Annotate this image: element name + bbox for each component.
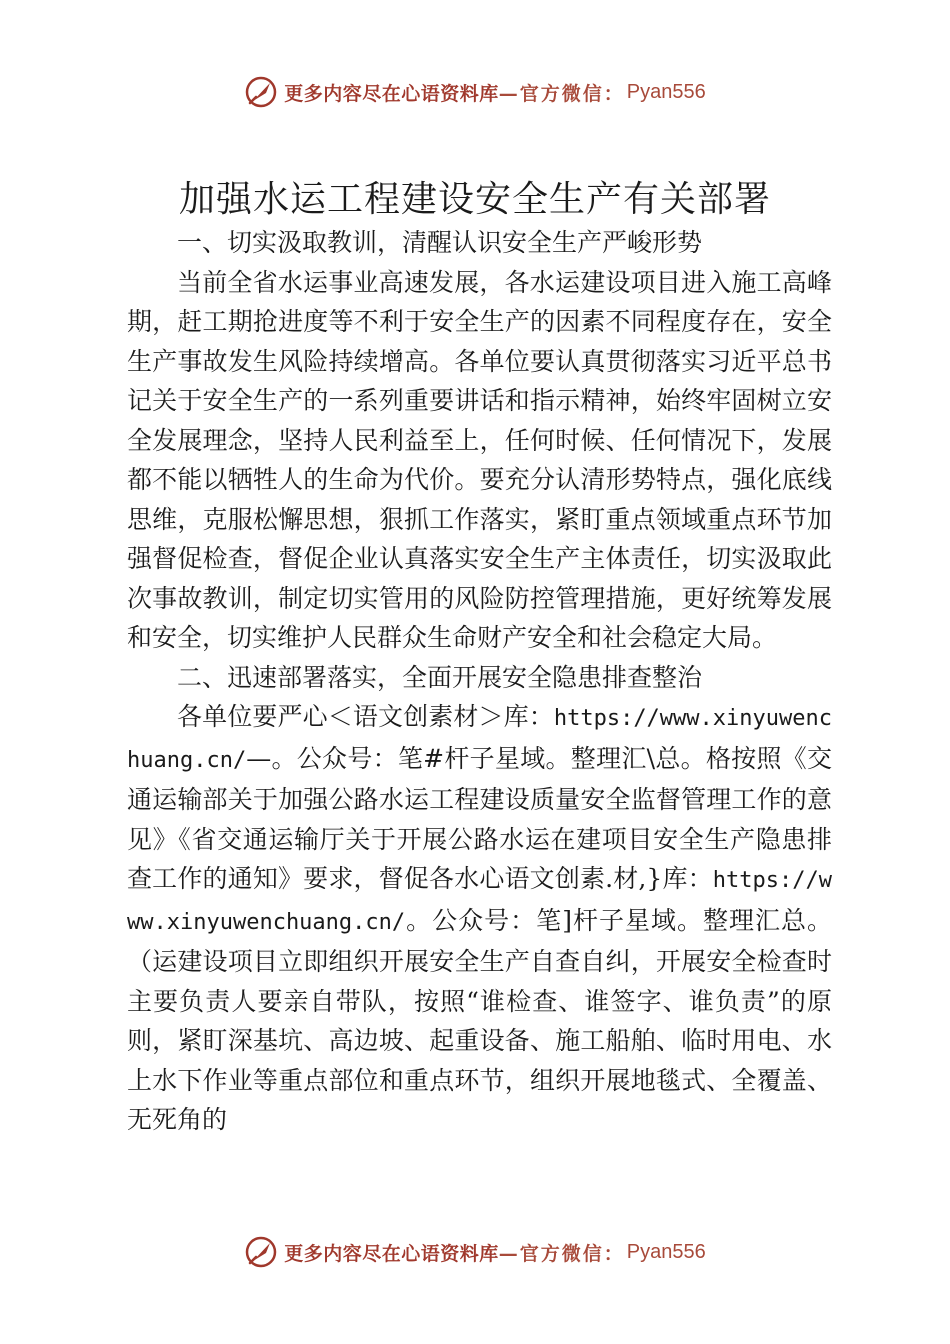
quill-pen-logo-icon xyxy=(244,1235,278,1269)
document-body xyxy=(127,223,832,1140)
header-watermark xyxy=(0,70,950,114)
quill-pen-logo-icon xyxy=(244,75,278,109)
watermark-wechat-id: Pyan556 xyxy=(626,80,706,103)
source-url-1: https://www.xinyuwenchuang.cn/ xyxy=(127,706,832,773)
watermark-wechat-label: —官方微信： xyxy=(498,1242,625,1265)
section-1-heading: 一、切实汲取教训，清醒认识安全生产严峻形势 xyxy=(177,228,703,257)
section-2-text-part-1: 各单位要严心＜语文创素材＞库： xyxy=(177,702,554,731)
section-2-text-part-2: —。公众号：笔#杆子星域。整理汇\总。格按照《交通运输部关于加强公路水运工程建设质量安全监督管理工作的意见》《省交通运输厅关于开展公路水运在建项目安全生产隐患排查工作的通知》要求，督促各水心语文创素.材,}库： xyxy=(127,743,832,893)
section-2-text-part-3: 。公众号：笔]杆子星域。整理汇总。（运建设项目立即组织开展安全生产自查自纠，开展安全检查时主要负责人要亲自带队，按照“谁检查、谁签字、谁负责”的原则，紧盯深基坑、高边坡、起重设备、施工船舶、临时用电、水上水下作业等重点部位和重点环节，组织开展地毯式、全覆盖、无死角的 xyxy=(127,905,832,1134)
watermark-wechat-id: Pyan556 xyxy=(626,1240,706,1263)
watermark-wechat-label: —官方微信： xyxy=(498,82,625,105)
document-title: 加强水运工程建设安全生产有关部署 xyxy=(178,179,771,220)
source-url-2: https://www.xinyuwenchuang.cn/ xyxy=(127,868,832,935)
footer-watermark xyxy=(0,1230,950,1274)
watermark-site-text: 更多内容尽在心语资料库 xyxy=(284,1242,499,1265)
section-1-paragraph: 当前全省水运事业高速发展，各水运建设项目进入施工高峰期，赶工期抢进度等不利于安全生产的因素不同程度存在，安全生产事故发生风险持续增高。各单位要认真贯彻落实习近平总书记关于安全生产的一系列重要讲话和指示精神，始终牢固树立安全发展理念，坚持人民利益至上，任何时候、任何情况下，发展都不能以牺牲人的生命为代价。要充分认清形势特点，强化底线思维，克服松懈思想，狠抓工作落实，紧盯重点领域重点环节加强督促检查，督促企业认真落实安全生产主体责任，切实汲取此次事故教训，制定切实管用的风险防控管理措施，更好统筹发展和安全，切实维护人民群众生命财产安全和社会稳定大局。 xyxy=(127,267,832,652)
section-2-paragraph xyxy=(127,697,832,1140)
section-2-heading: 二、迅速部署落实，全面开展安全隐患排查整治 xyxy=(177,662,703,692)
watermark-site-text: 更多内容尽在心语资料库 xyxy=(284,82,499,105)
